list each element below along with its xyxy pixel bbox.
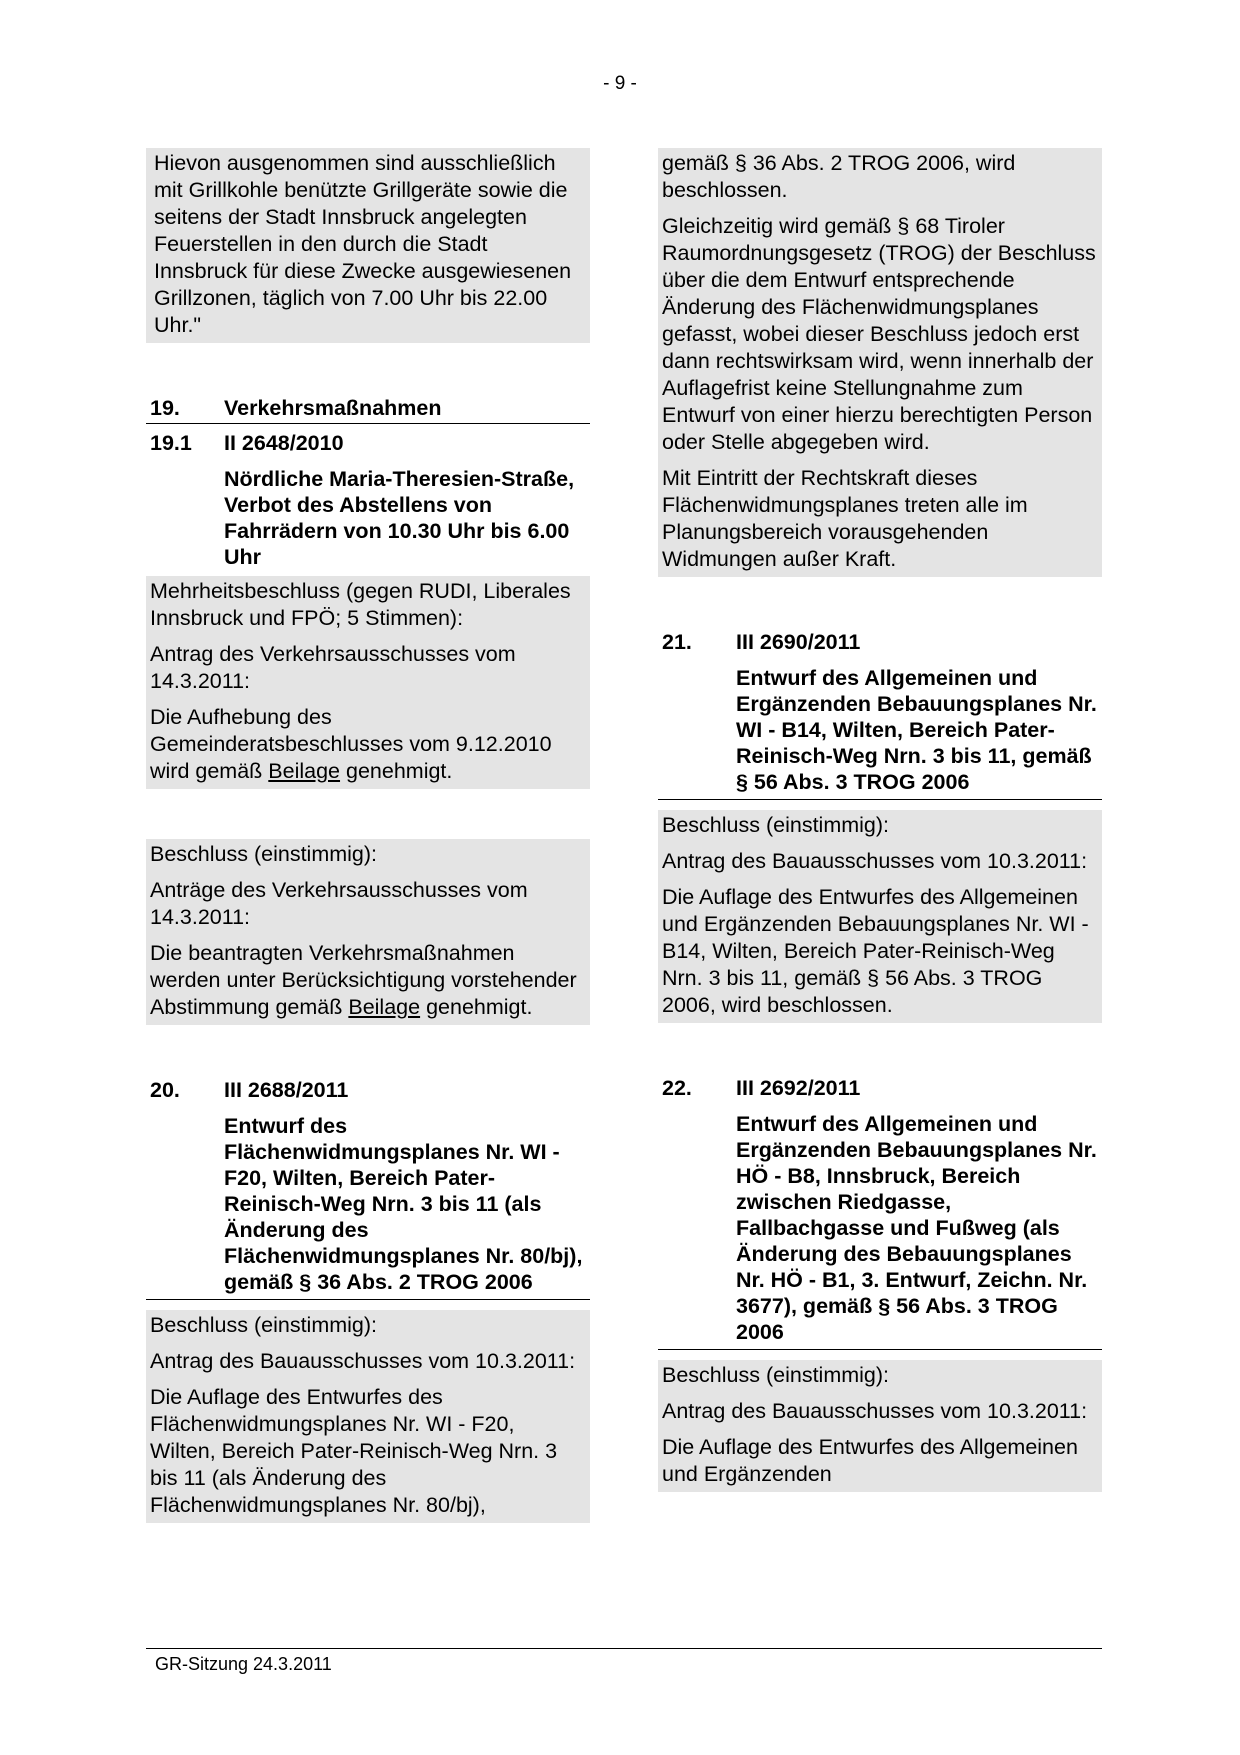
beilage-link-1[interactable]: Beilage [268, 759, 341, 783]
section-19-1-ref: II 2648/2010 [224, 431, 344, 455]
page-number: - 9 - [603, 73, 637, 94]
section-20-ref: III 2688/2011 [224, 1078, 349, 1102]
section-21-ref: III 2690/2011 [736, 630, 861, 654]
section-19-1-heading [146, 424, 590, 458]
section-20-heading [146, 1077, 590, 1105]
vote-20: Beschluss (einstimmig): [150, 1313, 377, 1337]
footer-text: GR-Sitzung 24.3.2011 [155, 1654, 332, 1674]
right-column [658, 148, 1102, 1492]
section-20-number: 20. [150, 1078, 180, 1102]
text-22: Die Auflage des Entwurfes des Allgemeinen und Ergänzenden [662, 1435, 1078, 1486]
section-19-1-title: Nördliche Maria-Theresien-Straße, Verbot des Abstellens von Fahrrädern von 10.30 Uhr bis 6.00 Uhr [224, 467, 575, 569]
text-20: Die Auflage des Entwurfes des Flächenwidmungsplanes Nr. WI - F20, Wilten, Bereich Pater-Reinisch-Weg Nrn. 3 bis 11 (als Änderung des Flächenwidmungsplanes Nr. 80/bj), [150, 1385, 558, 1517]
section-19-number: 19. [150, 396, 180, 420]
antrag-20: Antrag des Bauausschusses vom 10.3.2011: [150, 1349, 576, 1373]
section-20-continuation [658, 148, 1102, 577]
section-22-ref: III 2692/2011 [736, 1076, 861, 1100]
section-19-heading [146, 395, 590, 424]
section-22-number: 22. [662, 1076, 692, 1100]
section-20-title: Entwurf des Flächenwidmungsplanes Nr. WI - F20, Wilten, Bereich Pater-Reinisch-Weg Nrn. 3 bis 11 (als Änderung des Flächenwidmungsplanes Nr. 80/bj), gemäß § 36 Abs. 2 TROG 2006 [146, 1105, 590, 1300]
text-19-1: Die Aufhebung des Gemeinderatsbeschlusses vom 9.12.2010 wird gemäß Beilage genehmigt. [150, 705, 552, 783]
text-21: Die Auflage des Entwurfes des Allgemeinen und Ergänzenden Bebauungsplanes Nr. WI - B14, Wilten, Bereich Pater-Reinisch-Weg Nrn. 3 bis 11, gemäß § 56 Abs. 3 TROG 2006, wird beschlossen. [662, 885, 1089, 1017]
cont-text-3: Mit Eintritt der Rechtskraft dieses Flächenwidmungsplanes treten alle im Planungsbereich vorausgehenden Widmungen außer Kraft. [662, 466, 1028, 571]
section-22-heading [658, 1075, 1102, 1103]
section-19-1-number: 19.1 [150, 431, 192, 455]
section-21-block [658, 810, 1102, 1023]
vote-22: Beschluss (einstimmig): [662, 1363, 889, 1387]
section-21-heading [658, 629, 1102, 657]
cont-text-2: Gleichzeitig wird gemäß § 68 Tiroler Raumordnungsgesetz (TROG) der Beschluss über die dem Entwurf entsprechende Änderung des Flächenwidmungsplanes gefasst, wobei dieser Beschluss jedoch erst dann rechtswirksam wird, wenn innerhalb der Auflagefrist keine Stellungnahme zum Entwurf von einer hierzu berechtigten Person oder Stelle abgegeben wird. [662, 214, 1096, 454]
antrag-19-2: Anträge des Verkehrsausschusses vom 14.3.2011: [150, 878, 528, 929]
section-22-title: Entwurf des Allgemeinen und Ergänzenden Bebauungsplanes Nr. HÖ - B8, Innsbruck, Bereich zwischen Riedgasse, Fallbachgasse und Fußweg (als Änderung des Bebauungsplanes Nr. HÖ - B1, 3. Entwurf, Zeichn. Nr. 3677), gemäß § 56 Abs. 3 TROG 2006 [658, 1103, 1102, 1350]
left-column [146, 148, 590, 1523]
section-19-block-2 [146, 839, 590, 1025]
antrag-22: Antrag des Bauausschusses vom 10.3.2011: [662, 1399, 1088, 1423]
antrag-21: Antrag des Bauausschusses vom 10.3.2011: [662, 849, 1088, 873]
section-21-number: 21. [662, 630, 692, 654]
vote-19-2: Beschluss (einstimmig): [150, 842, 377, 866]
section-20-block [146, 1310, 590, 1523]
text-19-2: Die beantragten Verkehrsmaßnahmen werden unter Berücksichtigung vorstehender Abstimmung gemäß Beilage genehmigt. [150, 941, 577, 1019]
section-19-title: Verkehrsmaßnahmen [224, 396, 442, 420]
section-21-title: Entwurf des Allgemeinen und Ergänzenden Bebauungsplanes Nr. WI - B14, Wilten, Bereich Pater-Reinisch-Weg Nrn. 3 bis 11, gemäß § 56 Abs. 3 TROG 2006 [658, 657, 1102, 800]
section-22-block [658, 1360, 1102, 1492]
cont-text-1: gemäß § 36 Abs. 2 TROG 2006, wird beschlossen. [662, 151, 1016, 202]
antrag-19-1: Antrag des Verkehrsausschusses vom 14.3.2011: [150, 642, 516, 693]
vote-19-1: Mehrheitsbeschluss (gegen RUDI, Liberales Innsbruck und FPÖ; 5 Stimmen): [150, 579, 571, 630]
intro-block [146, 148, 590, 343]
intro-text: Hievon ausgenommen sind ausschließlich mit Grillkohle benützte Grillgeräte sowie die seitens der Stadt Innsbruck angelegten Feuerstellen in den durch die Stadt Innsbruck für diese Zwecke ausgewiesenen Grillzonen, täglich von 7.00 Uhr bis 22.00 Uhr." [154, 151, 572, 337]
section-19-block-1 [146, 576, 590, 789]
vote-21: Beschluss (einstimmig): [662, 813, 889, 837]
footer-rule [146, 1648, 1102, 1649]
beilage-link-2[interactable]: Beilage [348, 995, 421, 1019]
